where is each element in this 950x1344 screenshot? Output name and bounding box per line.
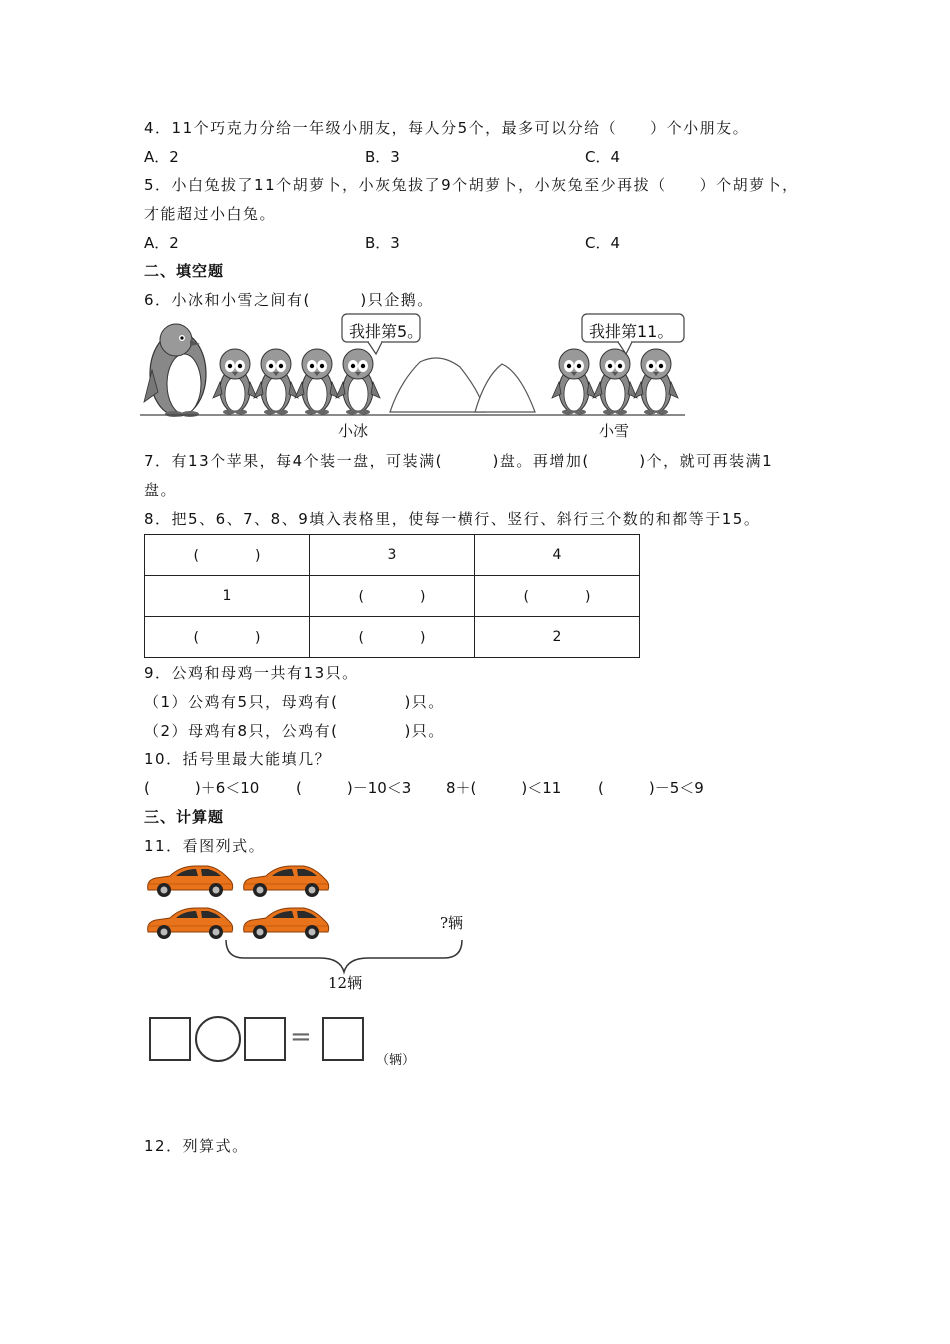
grid-cell[interactable]: ( ) xyxy=(310,617,475,658)
q9-sub2: （2）母鸡有8只，公鸡有( )只。 xyxy=(144,722,445,740)
q5-text-line2: 才能超过小白兔。 xyxy=(144,205,277,223)
total-cars-label: 12辆 xyxy=(328,974,363,992)
q4-option-a[interactable]: A．2 xyxy=(144,148,179,166)
section-heading-fill-blank: 二、填空题 xyxy=(144,262,225,280)
grid-cell: 3 xyxy=(310,535,475,576)
q10-item-2: ( )－10＜3 xyxy=(296,779,412,797)
answer-box-result[interactable] xyxy=(322,1017,364,1061)
q8-text: 8．把5、6、7、8、9填入表格里，使每一横行、竖行、斜行三个数的和都等于15。 xyxy=(144,510,761,528)
q11-text: 11．看图列式。 xyxy=(144,837,266,855)
grid-cell[interactable]: ( ) xyxy=(145,535,310,576)
grid-cell[interactable]: ( ) xyxy=(475,576,640,617)
grid-cell: 2 xyxy=(475,617,640,658)
answer-box-2[interactable] xyxy=(244,1017,286,1061)
q10-item-1: ( )＋6＜10 xyxy=(144,779,260,797)
speech-bubble-xiaoxue: 我排第11。 xyxy=(589,322,674,341)
unknown-cars-label: ?辆 xyxy=(440,914,464,932)
grid-cell: 1 xyxy=(145,576,310,617)
q7-text-line2: 盘。 xyxy=(144,481,178,499)
q12-text: 12．列算式。 xyxy=(144,1137,249,1155)
table-row xyxy=(145,617,640,658)
label-xiaobing: 小冰 xyxy=(338,422,369,440)
q5-option-c[interactable]: C．4 xyxy=(585,234,621,252)
magic-square-table xyxy=(144,534,640,658)
label-xiaoxue: 小雪 xyxy=(599,422,630,440)
grid-cell[interactable]: ( ) xyxy=(310,576,475,617)
table-row xyxy=(145,535,640,576)
operator-circle[interactable] xyxy=(195,1016,241,1062)
grid-cell[interactable]: ( ) xyxy=(145,617,310,658)
section-heading-calculation: 三、计算题 xyxy=(144,808,225,826)
table-row xyxy=(145,576,640,617)
q10-item-3: 8＋( )＜11 xyxy=(446,779,562,797)
q6-text: 6．小冰和小雪之间有( )只企鹅。 xyxy=(144,291,434,309)
big-penguin xyxy=(144,324,206,417)
q9-sub1: （1）公鸡有5只，母鸡有( )只。 xyxy=(144,693,445,711)
q5-text-line1: 5．小白兔拔了11个胡萝卜，小灰兔拔了9个胡萝卜，小灰兔至少再拔（ ）个胡萝卜， xyxy=(144,176,799,194)
q7-text-line1: 7．有13个苹果，每4个装一盘，可装满( )盘。再增加( )个，就可再装满1 xyxy=(144,452,774,470)
q10-item-4: ( )－5＜9 xyxy=(598,779,704,797)
q4-option-c[interactable]: C．4 xyxy=(585,148,621,166)
q9-text: 9．公鸡和母鸡一共有13只。 xyxy=(144,664,359,682)
equals-sign: = xyxy=(290,1022,312,1052)
unit-label: （辆） xyxy=(376,1053,416,1068)
grid-cell: 4 xyxy=(475,535,640,576)
cars-illustration xyxy=(144,858,474,998)
q5-option-b[interactable]: B．3 xyxy=(365,234,400,252)
q4-text: 4．11个巧克力分给一年级小朋友，每人分5个，最多可以分给（ ）个小朋友。 xyxy=(144,119,750,137)
q10-text: 10．括号里最大能填几？ xyxy=(144,750,332,768)
speech-bubble-xiaobing: 我排第5。 xyxy=(349,322,424,341)
answer-box-1[interactable] xyxy=(149,1017,191,1061)
q4-option-b[interactable]: B．3 xyxy=(365,148,400,166)
q5-option-a[interactable]: A．2 xyxy=(144,234,179,252)
